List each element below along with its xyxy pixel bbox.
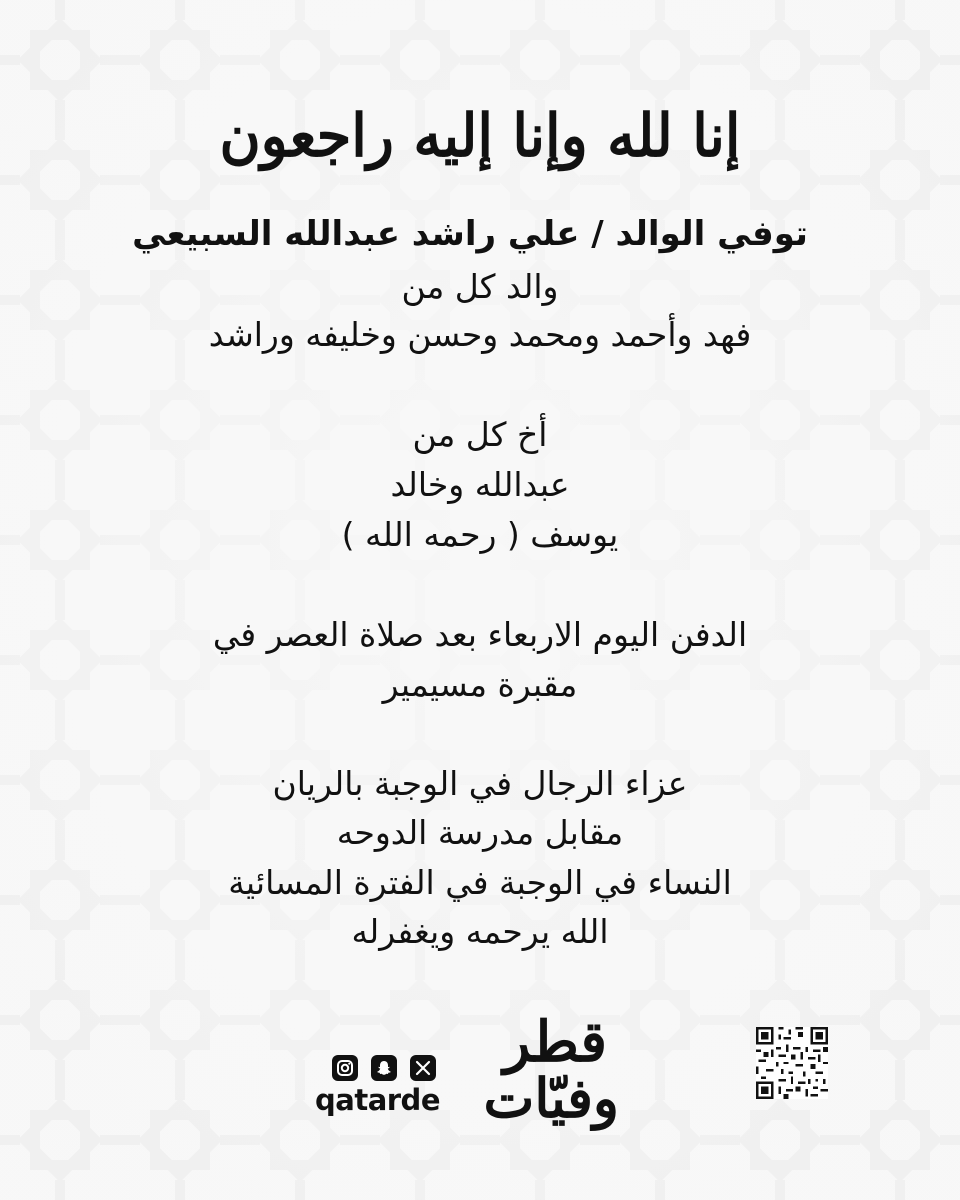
men-condolence: عزاء الرجال في الوجبة بالريان [272,764,688,803]
brother-of-label: أخ كل من [412,415,548,454]
instagram-icon[interactable] [332,1055,358,1081]
social-handle[interactable]: qatarde [315,1083,440,1117]
condolence-location: مقابل مدرسة الدوحه [336,813,624,852]
brand-logo-line1: قطر [503,1009,607,1075]
brothers-names: عبدالله وخالد [390,465,570,504]
prayer-line: الله يرحمه ويغفرله [351,912,609,951]
qr-code[interactable] [756,1027,828,1099]
women-condolence: النساء في الوجبة في الفترة المسائية [228,863,732,902]
x-icon[interactable] [410,1055,436,1081]
quran-verse-calligraphy: إنا لله وإنا إليه راجعون [219,101,741,171]
deceased-headline: توفي الوالد / علي راشد عبدالله السبيعي [132,214,808,254]
snapchat-icon[interactable] [371,1055,397,1081]
deceased-brother: يوسف ( رحمه الله ) [341,515,619,554]
father-of-label: والد كل من [401,267,559,306]
social-links [308,1055,440,1117]
brand-logo-line2: وفيّات [483,1066,619,1130]
sons-names: فهد وأحمد ومحمد وحسن وخليفه وراشد [208,315,752,354]
burial-cemetery: مقبرة مسيمير [382,665,578,704]
brand-logo [455,1005,625,1135]
burial-info: الدفن اليوم الاربعاء بعد صلاة العصر في [212,615,748,654]
